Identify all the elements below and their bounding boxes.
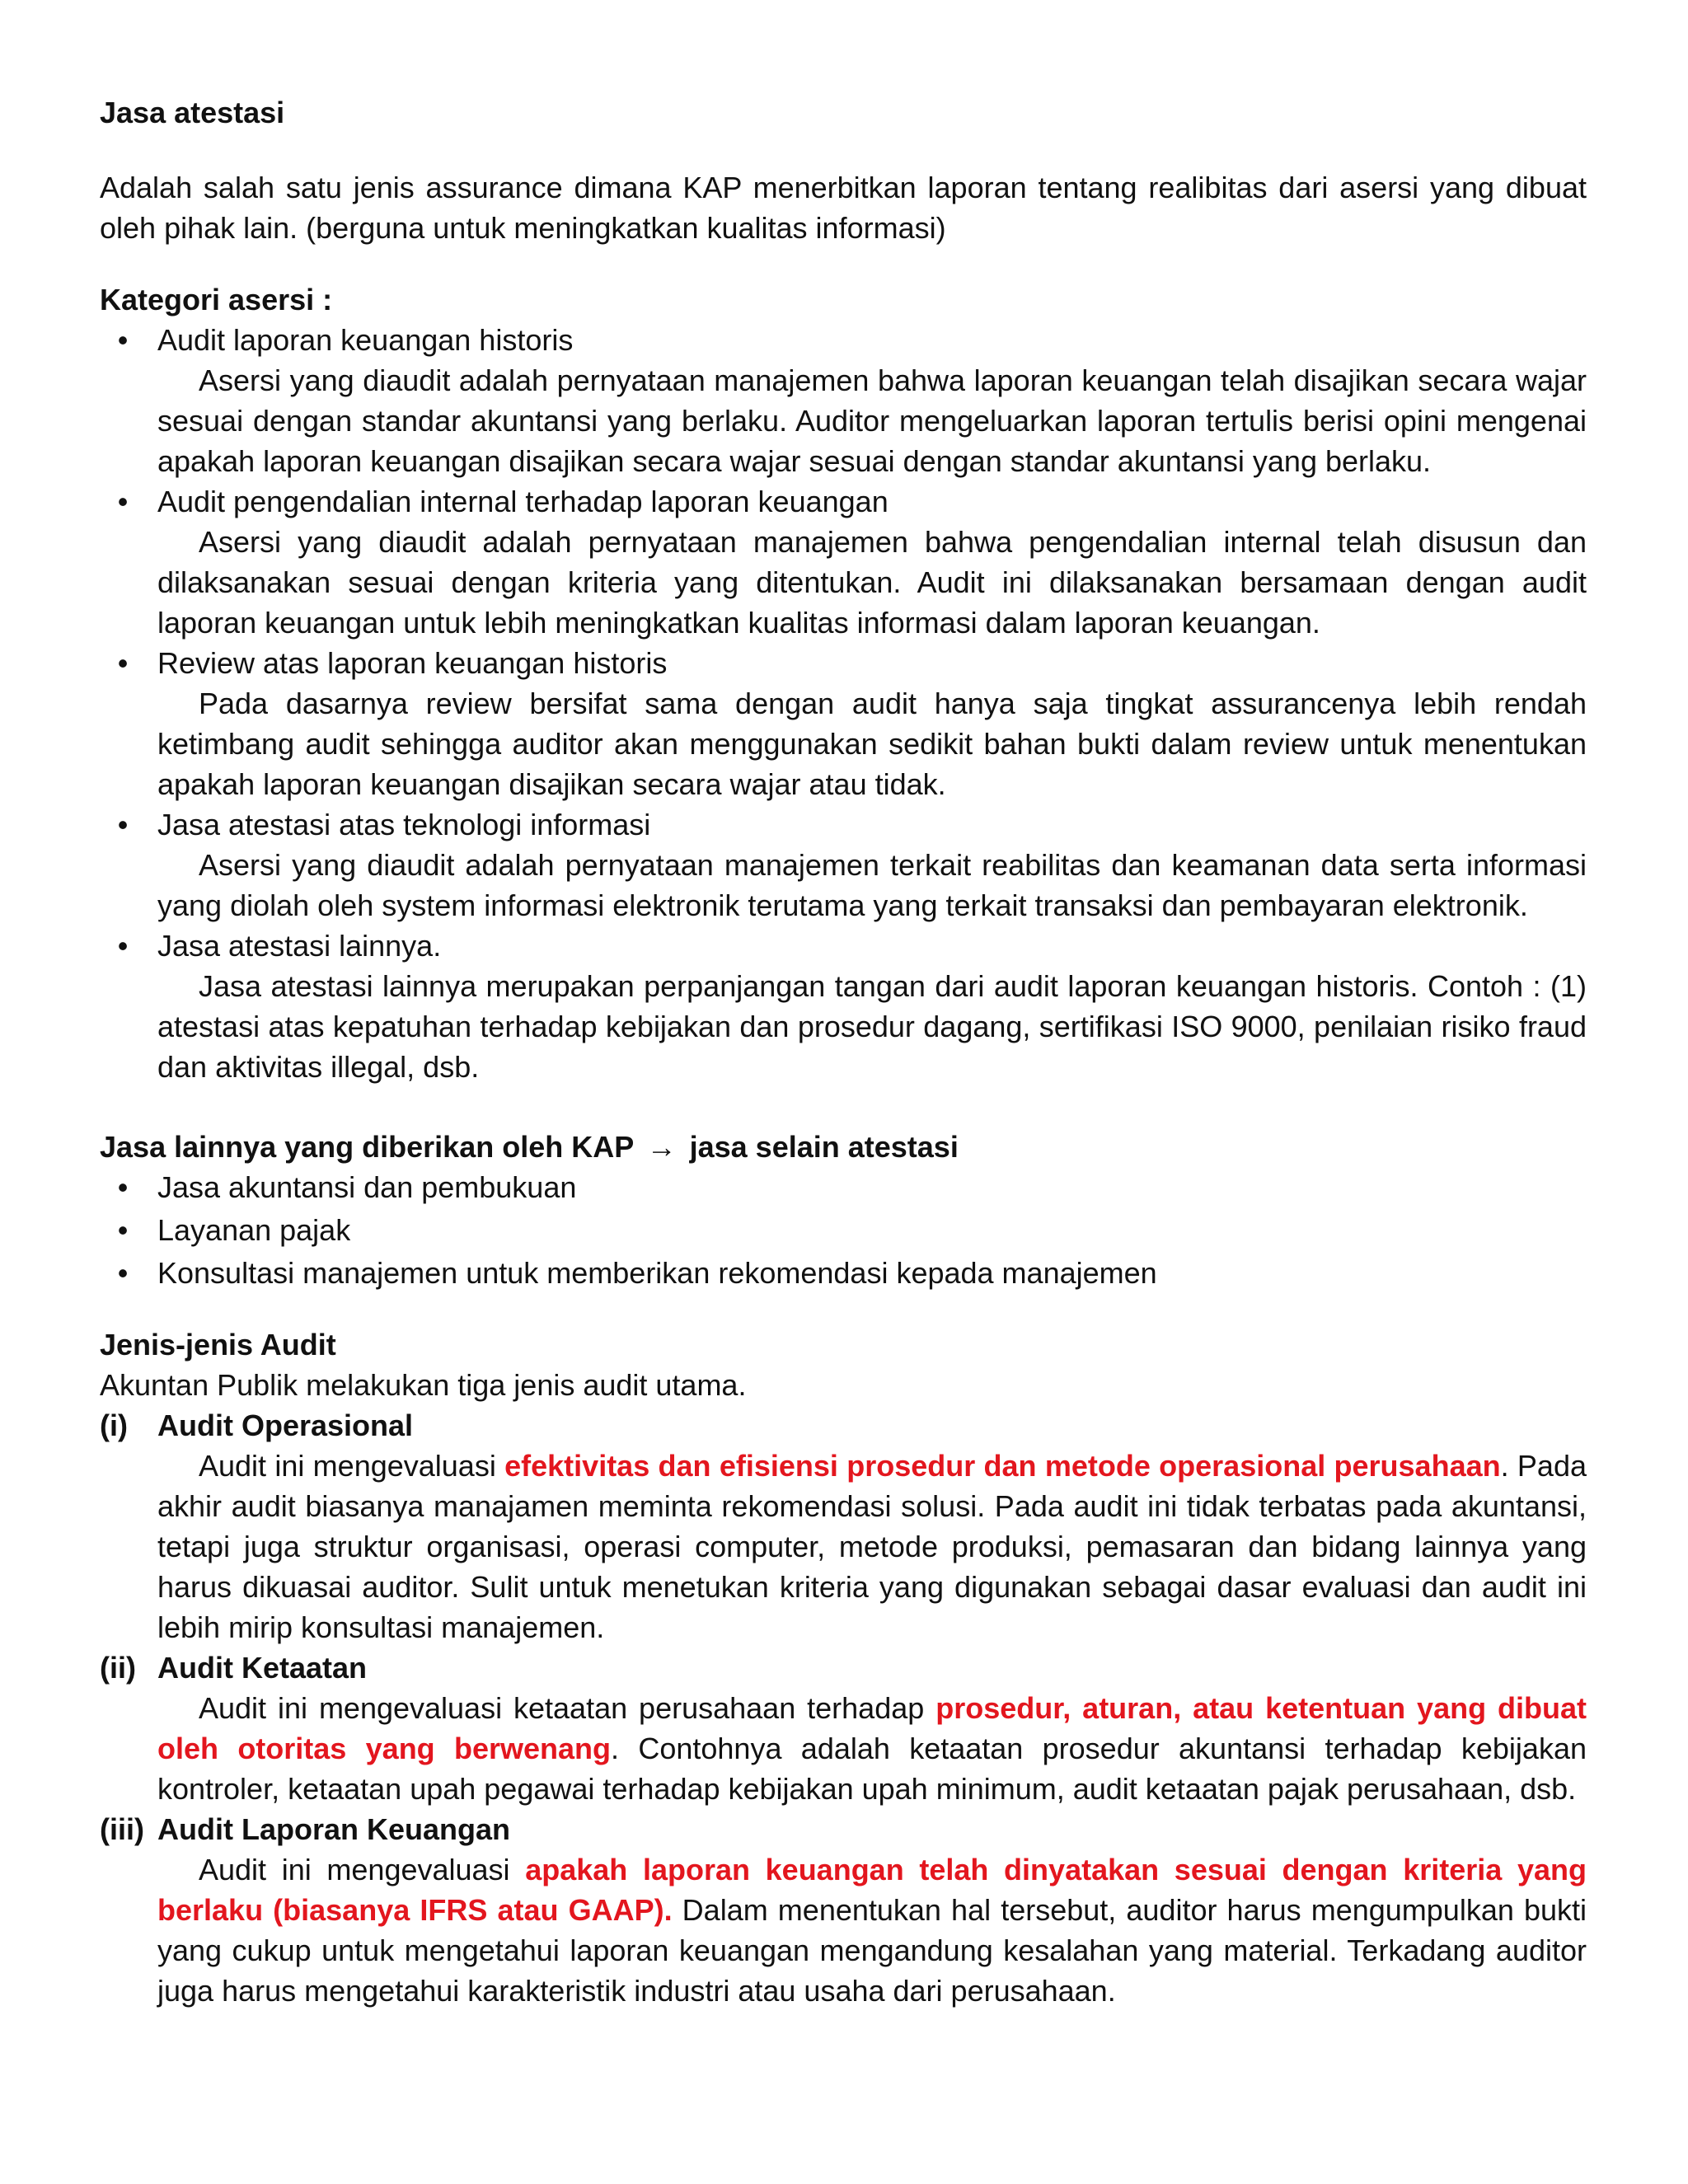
list-item-title: Audit pengendalian internal terhadap laporan keuangan: [157, 485, 889, 518]
audit-item: [100, 1405, 1587, 1647]
bullet-icon: •: [117, 1213, 129, 1247]
audit-desc-highlight: prosedur, aturan, atau ketentuan yang dibuat oleh otoritas yang berwenang: [157, 1691, 1587, 1765]
bullet-icon: •: [117, 323, 129, 357]
list-item: [100, 926, 1587, 1087]
audit-desc-highlight: efektivitas dan efisiensi prosedur dan metode operasional perusahaan: [504, 1449, 1501, 1483]
list-item-text: Layanan pajak: [157, 1213, 351, 1247]
audit-description: [157, 1446, 1587, 1647]
right-arrow-icon: →: [646, 1130, 677, 1164]
audit-desc-pre: Audit ini mengevaluasi ketaatan perusahaan terhadap: [199, 1691, 936, 1725]
list-item: [100, 643, 1587, 804]
list-item: [100, 481, 1587, 643]
audit-number: (iii): [100, 1812, 144, 1846]
kategori-asersi-title: Kategori asersi :: [100, 283, 333, 316]
definition-paragraph: Adalah salah satu jenis assurance dimana KAP menerbitkan laporan tentang realibitas dari asersi yang dibuat oleh pihak lain. (berguna untuk meningkatkan kualitas informasi): [100, 171, 1587, 245]
audit-desc-post: . Pada akhir audit biasanya manajamen meminta rekomendasi solusi. Pada audit ini tidak terbatas pada akuntansi, tetapi juga struktur organisasi, operasi computer, metode produksi, pemasaran dan bidang lainnya yang harus dikuasai auditor. Sulit untuk menetukan kriteria yang digunakan sebagai dasar evaluasi dan audit ini lebih mirip konsultasi manajemen.: [157, 1449, 1587, 1644]
list-item: [100, 1253, 1587, 1293]
audit-title: Audit Operasional: [157, 1408, 414, 1442]
audit-desc-pre: Audit ini mengevaluasi: [199, 1449, 505, 1483]
bullet-icon: •: [117, 808, 129, 841]
audit-desc-post: . Contohnya adalah ketaatan prosedur akuntansi terhadap kebijakan kontroler, ketaatan upah pegawai terhadap kebijakan upah minimum, audit ketaatan pajak perusahaan, dsb.: [157, 1732, 1587, 1806]
jenis-audit-title: Jenis-jenis Audit: [100, 1328, 336, 1361]
list-item: [100, 1210, 1587, 1250]
jasa-lainnya-title-left: Jasa lainnya yang diberikan oleh KAP: [100, 1130, 634, 1164]
jenis-audit-intro: Akuntan Publik melakukan tiga jenis audit utama.: [100, 1368, 747, 1402]
list-item-title: Review atas laporan keuangan historis: [157, 646, 668, 680]
bullet-icon: •: [117, 1256, 129, 1290]
list-item-description: Jasa atestasi lainnya merupakan perpanjangan tangan dari audit laporan keuangan historis. Contoh : (1) atestasi atas kepatuhan terhadap kebijakan dan prosedur dagang, sertifikasi ISO 9000, penilaian risiko fraud dan aktivitas illegal, dsb.: [157, 969, 1587, 1084]
jasa-lainnya-title: [100, 1127, 1587, 1167]
list-item-description: Asersi yang diaudit adalah pernyataan manajemen terkait reabilitas dan keamanan data serta informasi yang diolah oleh system informasi elektronik terutama yang terkait transaksi dan pembayaran elektronik.: [157, 848, 1587, 922]
bullet-icon: •: [117, 1170, 129, 1204]
audit-title: Audit Laporan Keuangan: [157, 1812, 511, 1846]
jasa-lainnya-list: [100, 1167, 1587, 1293]
audit-title: Audit Ketaatan: [157, 1651, 368, 1685]
kategori-asersi-list: [100, 320, 1587, 1087]
list-item-text: Konsultasi manajemen untuk memberikan rekomendasi kepada manajemen: [157, 1256, 1157, 1290]
list-item-description: Asersi yang diaudit adalah pernyataan manajemen bahwa pengendalian internal telah disusun dan dilaksanakan sesuai dengan kriteria yang ditentukan. Audit ini dilaksanakan bersamaan dengan audit laporan keuangan untuk lebih meningkatkan kualitas informasi dalam laporan keuangan.: [157, 525, 1587, 640]
audit-description: [157, 1849, 1587, 2011]
audit-description: [157, 1688, 1587, 1809]
audit-types-list: [100, 1405, 1587, 2011]
audit-desc-pre: Audit ini mengevaluasi: [199, 1853, 526, 1886]
list-item-description: Pada dasarnya review bersifat sama dengan audit hanya saja tingkat assurancenya lebih rendah ketimbang audit sehingga auditor akan menggunakan sedikit bahan bukti dalam review untuk menentukan apakah laporan keuangan disajikan secara wajar atau tidak.: [157, 687, 1587, 801]
audit-desc-post: Dalam menentukan hal tersebut, auditor harus mengumpulkan bukti yang cukup untuk mengetahui laporan keuangan mengandung kesalahan yang material. Terkadang auditor juga harus mengetahui karakteristik industri atau usaha dari perusahaan.: [157, 1893, 1587, 2008]
list-item: [100, 804, 1587, 926]
list-item-description: Asersi yang diaudit adalah pernyataan manajemen bahwa laporan keuangan telah disajikan secara wajar sesuai dengan standar akuntansi yang berlaku. Auditor mengeluarkan laporan tertulis berisi opini mengenai apakah laporan keuangan disajikan secara wajar sesuai dengan standar akuntansi yang berlaku.: [157, 363, 1587, 478]
bullet-icon: •: [117, 485, 129, 518]
bullet-icon: •: [117, 929, 129, 963]
jasa-lainnya-title-right: jasa selain atestasi: [689, 1130, 959, 1164]
bullet-icon: •: [117, 646, 129, 680]
section-title-jasa-atestasi: Jasa atestasi: [100, 96, 285, 129]
audit-item: [100, 1647, 1587, 1809]
audit-number: (ii): [100, 1651, 136, 1685]
audit-item: [100, 1809, 1587, 2011]
audit-number: (i): [100, 1408, 128, 1442]
list-item: [100, 320, 1587, 481]
list-item-text: Jasa akuntansi dan pembukuan: [157, 1170, 577, 1204]
list-item: [100, 1167, 1587, 1207]
list-item-title: Audit laporan keuangan historis: [157, 323, 574, 357]
list-item-title: Jasa atestasi lainnya.: [157, 929, 442, 963]
audit-desc-highlight: apakah laporan keuangan telah dinyatakan sesuai dengan kriteria yang berlaku (biasanya IFRS atau GAAP).: [157, 1853, 1587, 1927]
list-item-title: Jasa atestasi atas teknologi informasi: [157, 808, 651, 841]
